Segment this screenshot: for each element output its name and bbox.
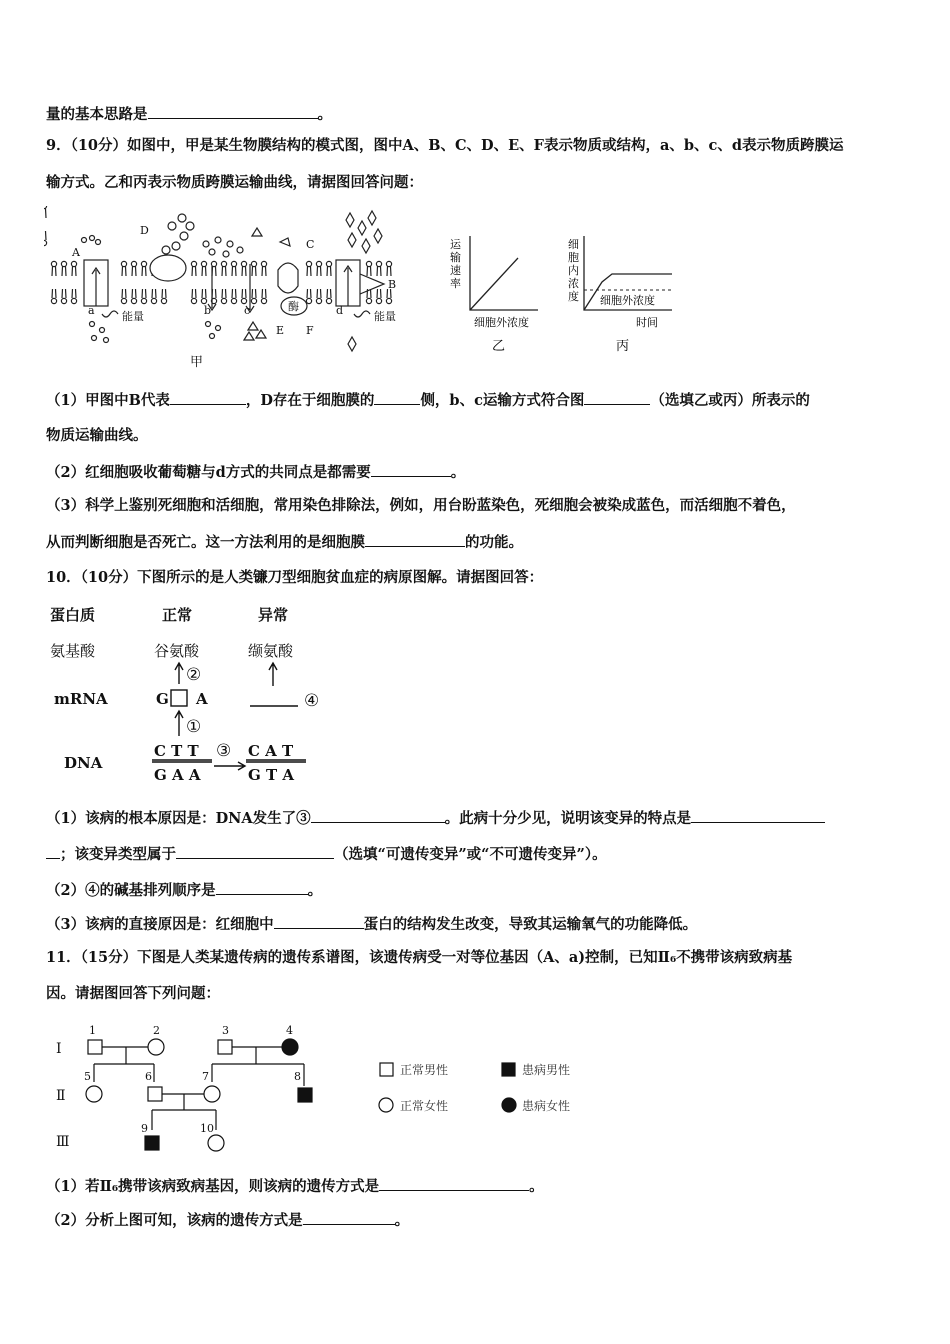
sickle-figure <box>44 600 344 790</box>
svg-text:异常: 异常 <box>258 606 289 624</box>
q9-3-line-b: 从而判断细胞是否死亡。这一方法利用的是细胞膜 的功能。 <box>46 534 523 551</box>
q10-1-line-a: （1）该病的根本原因是：DNA发生了③ 。此病十分少见，说明该变异的特点是 <box>46 808 825 829</box>
individual-10 <box>208 1135 224 1151</box>
svg-text:②: ② <box>186 665 202 685</box>
line-1: 量的基本思路是 。 <box>46 106 332 123</box>
svg-text:甲: 甲 <box>190 355 204 370</box>
svg-text:C: C <box>306 238 315 251</box>
svg-text:E: E <box>276 324 285 337</box>
individual-6 <box>148 1087 162 1101</box>
svg-text:F: F <box>306 324 314 337</box>
svg-text:丙: 丙 <box>616 339 630 354</box>
svg-text:③: ③ <box>216 741 232 761</box>
svg-text:Ⅰ: Ⅰ <box>56 1041 62 1057</box>
chart-yi <box>450 236 538 354</box>
svg-text:d: d <box>336 304 344 317</box>
q10-1-line-b: ；该变异类型属于 （选填“可遗传变异”或“不可遗传变异”）。 <box>46 844 607 865</box>
svg-text:G T A: G T A <box>248 766 295 784</box>
individual-3 <box>218 1040 232 1054</box>
answer-blank[interactable] <box>379 1176 529 1191</box>
svg-text:①: ① <box>186 717 202 737</box>
individual-4 <box>282 1039 298 1055</box>
svg-text:DNA: DNA <box>64 754 103 772</box>
legend-normal-female-icon <box>379 1098 393 1112</box>
svg-text:蛋白质: 蛋白质 <box>50 606 96 624</box>
answer-blank[interactable] <box>46 844 60 859</box>
q11-intro-a: 11．（15分）下图是人类某遗传病的遗传系谱图，该遗传病受一对等位基因（A、a)控制，已知Ⅱ₆不携带该病致病基 <box>46 949 793 966</box>
svg-text:b: b <box>204 304 212 317</box>
q11-intro-b: 因。请据图回答下列问题： <box>46 985 220 1002</box>
svg-text:胞: 胞 <box>568 251 579 264</box>
svg-text:正常: 正常 <box>162 606 193 624</box>
svg-text:能量: 能量 <box>122 310 144 323</box>
svg-text:G: G <box>156 690 169 708</box>
svg-text:时间: 时间 <box>636 316 658 329</box>
legend-affected-male-icon <box>502 1063 515 1076</box>
answer-blank[interactable] <box>691 808 825 823</box>
svg-text:正常男性: 正常男性 <box>400 1063 449 1077</box>
svg-text:4: 4 <box>286 1024 293 1037</box>
answer-blank[interactable] <box>170 390 246 405</box>
individual-8 <box>298 1088 312 1102</box>
individual-2 <box>148 1039 164 1055</box>
answer-blank[interactable] <box>374 390 420 405</box>
answer-blank[interactable] <box>216 880 308 895</box>
svg-text:④: ④ <box>304 691 320 711</box>
q9-2-line: （2）红细胞吸收葡萄糖与d方式的共同点是都需要 。 <box>46 464 466 481</box>
answer-blank[interactable] <box>371 462 451 477</box>
answer-blank[interactable] <box>311 808 445 823</box>
svg-text:Ⅱ: Ⅱ <box>56 1088 66 1104</box>
legend-normal-male-icon <box>380 1063 393 1076</box>
svg-text:8: 8 <box>294 1070 301 1083</box>
svg-text:A: A <box>72 246 80 259</box>
svg-text:内: 内 <box>568 264 579 277</box>
membrane-figure <box>44 206 684 376</box>
svg-text:9: 9 <box>141 1122 148 1135</box>
svg-text:细胞外浓度: 细胞外浓度 <box>600 294 655 307</box>
svg-text:a: a <box>88 304 95 317</box>
answer-blank[interactable] <box>584 390 650 405</box>
pedigree-figure <box>44 1018 604 1168</box>
svg-text:率: 率 <box>450 277 461 290</box>
svg-text:3: 3 <box>222 1024 229 1037</box>
svg-text:D: D <box>140 224 149 237</box>
answer-blank[interactable] <box>303 1210 395 1225</box>
q9-intro-line-b: 输方式。乙和丙表示物质跨膜运输曲线，请据图回答问题： <box>46 174 423 191</box>
svg-text:运: 运 <box>450 238 461 251</box>
svg-text:酶: 酶 <box>288 300 299 313</box>
svg-text:C T T: C T T <box>154 742 199 760</box>
q10-2-line: （2）④的碱基排列顺序是 。 <box>46 882 323 899</box>
svg-text:细胞外浓度: 细胞外浓度 <box>474 316 529 329</box>
svg-text:患病男性: 患病男性 <box>522 1063 571 1077</box>
svg-text:Ⅲ: Ⅲ <box>56 1134 70 1150</box>
answer-blank[interactable] <box>365 532 465 547</box>
svg-text:2: 2 <box>153 1024 160 1037</box>
svg-text:7: 7 <box>202 1070 209 1083</box>
svg-text:10: 10 <box>200 1122 214 1135</box>
svg-text:缬氨酸: 缬氨酸 <box>248 642 294 660</box>
q10-intro: 10．（10分）下图所示的是人类镰刀型细胞贫血症的病原图解。请据图回答： <box>46 569 544 586</box>
q11-2-line: （2）分析上图可知，该病的遗传方式是 。 <box>46 1212 410 1229</box>
legend-affected-female-icon <box>502 1098 516 1112</box>
svg-text:氨基酸: 氨基酸 <box>50 642 96 660</box>
individual-7 <box>204 1086 220 1102</box>
svg-text:1: 1 <box>89 1024 96 1037</box>
q9-1-line-b: 物质运输曲线。 <box>46 427 148 444</box>
svg-text:A: A <box>196 690 208 708</box>
svg-text:mRNA: mRNA <box>54 690 108 708</box>
svg-text:C A T: C A T <box>248 742 294 760</box>
svg-text:6: 6 <box>145 1070 152 1083</box>
q9-1-line-a: （1）甲图中B代表 ，D存在于细胞膜的 侧，b、c运输方式符合图 （选填乙或丙）所表示的 <box>46 392 810 409</box>
answer-blank[interactable] <box>274 914 364 929</box>
svg-text:乙: 乙 <box>492 339 506 354</box>
svg-text:细: 细 <box>568 238 579 251</box>
answer-blank[interactable] <box>176 844 334 859</box>
svg-text:患病女性: 患病女性 <box>522 1099 571 1113</box>
answer-blank[interactable] <box>148 104 318 119</box>
individual-9 <box>145 1136 159 1150</box>
individual-1 <box>88 1040 102 1054</box>
svg-text:度: 度 <box>568 290 579 303</box>
individual-5 <box>86 1086 102 1102</box>
svg-text:谷氨酸: 谷氨酸 <box>154 642 200 660</box>
svg-text:c: c <box>244 304 251 317</box>
svg-text:输: 输 <box>450 251 461 264</box>
q11-1-line: （1）若Ⅱ₆携带该病致病基因，则该病的遗传方式是 。 <box>46 1178 544 1195</box>
svg-text:G A A: G A A <box>154 766 201 784</box>
q9-intro-line-a: 9．（10分）如图中，甲是某生物膜结构的模式图，图中A、B、C、D、E、F表示物质或结构，a、b、c、d表示物质跨膜运 <box>46 137 844 154</box>
svg-text:B: B <box>388 278 397 291</box>
svg-text:正常女性: 正常女性 <box>400 1099 449 1113</box>
svg-text:浓: 浓 <box>568 277 579 290</box>
chart-bing <box>568 236 672 354</box>
q9-3-line-a: （3）科学上鉴别死细胞和活细胞，常用染色排除法，例如，用台盼蓝染色，死细胞会被染成蓝色，而活细胞不着色， <box>46 497 796 514</box>
svg-text:能量: 能量 <box>374 310 396 323</box>
svg-text:5: 5 <box>84 1070 91 1083</box>
q10-3-line: （3）该病的直接原因是：红细胞中 蛋白的结构发生改变，导致其运输氧气的功能降低。 <box>46 916 698 933</box>
svg-text:速: 速 <box>450 264 461 277</box>
